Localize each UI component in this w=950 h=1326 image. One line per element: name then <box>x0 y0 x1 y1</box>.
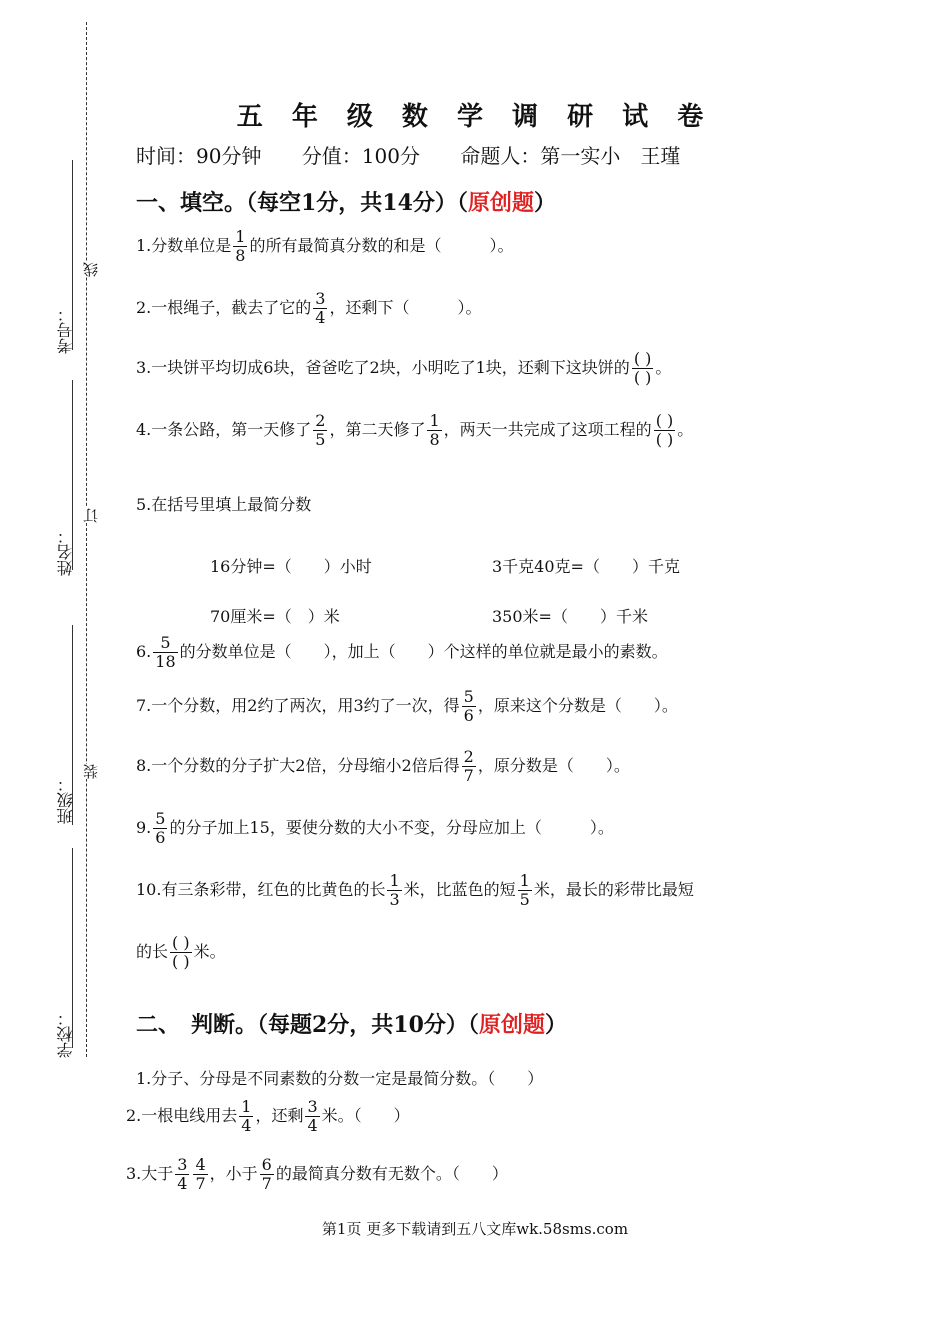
q5-item-3: 70厘米=（ ）米 <box>210 607 340 626</box>
binding-dashed-line <box>86 22 87 1057</box>
question-9: 9. $\frac{5}{6}$ 的分子加上15，要使分数的大小不变，分母应加上（ ）。 <box>136 809 614 847</box>
question-7: 7.一个分数，用2约了两次，用3约了一次，得 $\frac{5}{6}$ ，原来这个分数是（ ）。 <box>136 687 678 725</box>
zhuang-mark: 装 <box>82 764 100 779</box>
exam-meta <box>136 140 714 169</box>
time-info: 时间：90分钟 <box>136 144 262 168</box>
question-8: 8.一个分数的分子扩大2倍，分母缩小2倍后得 $\frac{2}{7}$ ，原分数是（ ）。 <box>136 747 630 785</box>
judge-2: 2.一根电线用去 $\frac{1}{4}$ ，还剩 $\frac{3}{4}$ 米。（ ） <box>126 1097 410 1135</box>
xian-mark: 线 <box>82 262 100 277</box>
judge-3: 3.大于 $\frac{3}{4}$ $\frac{4}{7}$ ，小于 $\frac{6}{7}$ 的最简真分数有无数个。（ ） <box>126 1155 508 1193</box>
original-tag-2: 原创题 <box>478 1012 545 1038</box>
question-2: 2.一根绳子，截去了它的 $\frac{3}{4}$ ，还剩下（ ）。 <box>136 289 482 327</box>
score-info: 分值：100分 <box>301 144 420 168</box>
ding-mark: 订 <box>82 508 100 523</box>
name-label: 姓名： <box>56 528 75 576</box>
question-3: 3.一块饼平均切成6块，爸爸吃了2块，小明吃了1块，还剩下这块饼的 ( ) ( ) 。 <box>136 349 672 387</box>
page-title: 五 年 级 数 学 调 研 试 卷 <box>236 102 714 132</box>
question-6: 6. $\frac{5}{18}$ 的分数单位是（ ），加上（ ）个这样的单位就是最小的素数。 <box>136 633 668 671</box>
original-tag: 原创题 <box>467 190 534 216</box>
q5-item-4: 350米=（ ）千米 <box>492 607 648 626</box>
exam-no-label: 考号： <box>56 306 75 354</box>
q5-item-1: 16分钟=（ ）小时 <box>210 557 372 576</box>
question-5: 5.在括号里填上最简分数 <box>136 495 312 514</box>
question-10-cont: 的长 ( ) ( ) 米。 <box>136 933 226 971</box>
question-10: 10.有三条彩带，红色的比黄色的长 $\frac{1}{3}$ 米，比蓝色的短 $\frac{1}{5}$ 米，最长的彩带比最短 <box>136 871 694 909</box>
class-label: 班级： <box>56 776 75 824</box>
section1-heading: 一、填空。（每空1分，共14分）（原创题） <box>136 190 556 216</box>
question-4: 4.一条公路，第一天修了 $\frac{2}{5}$ ，第二天修了 $\frac{1}{8}$ ，两天一共完成了这项工程的 ( ) ( ) 。 <box>136 411 694 449</box>
author-info: 命题人：第一实小 王瑾 <box>460 144 681 168</box>
page-footer: 第1页 更多下载请到五八文库wk.58sms.com <box>321 1220 629 1238</box>
question-1: 1.分数单位是 $\frac{1}{8}$ 的所有最简真分数的和是（ ）。 <box>136 227 514 265</box>
judge-1: 1.分子、分母是不同素数的分数一定是最简分数。（ ） <box>136 1069 544 1088</box>
q5-item-2: 3千克40克=（ ）千克 <box>492 557 680 576</box>
section2-heading: 二、 判断。（每题2分，共10分）（原创题） <box>136 1012 567 1038</box>
school-label: 学校： <box>56 1010 75 1058</box>
